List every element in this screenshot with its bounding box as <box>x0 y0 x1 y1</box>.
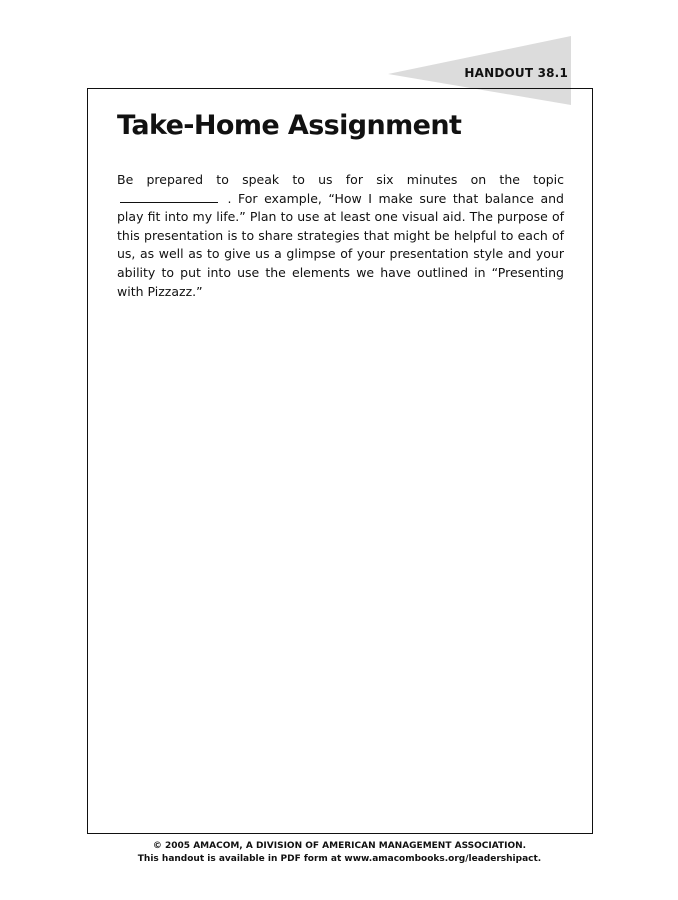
topic-blank-line <box>120 192 218 203</box>
page-title: Take-Home Assignment <box>117 110 462 141</box>
copyright-notice: © 2005 AMACOM, A DIVISION OF AMERICAN MANAGEMENT ASSOCIATION. <box>152 841 527 851</box>
assignment-paragraph <box>117 171 564 301</box>
availability-notice: This handout is available in PDF form at www.amacombooks.org/leadershipact. <box>137 854 542 864</box>
handout-label: HANDOUT 38.1 <box>464 66 568 80</box>
page-footer <box>87 840 592 866</box>
paragraph-text-part2: . For example, “How I make sure that balance and play fit into my life.” Plan to use at least one visual aid. The purpose of this presentation is to share strategies that might be helpful to each of us, as well as to give us a glimpse of your presentation style and your ability to put into use the elements we have outlined in “Presenting with Pizzazz.” <box>117 190 564 299</box>
paragraph-text-part1: Be prepared to speak to us for six minutes on the topic <box>117 172 564 187</box>
